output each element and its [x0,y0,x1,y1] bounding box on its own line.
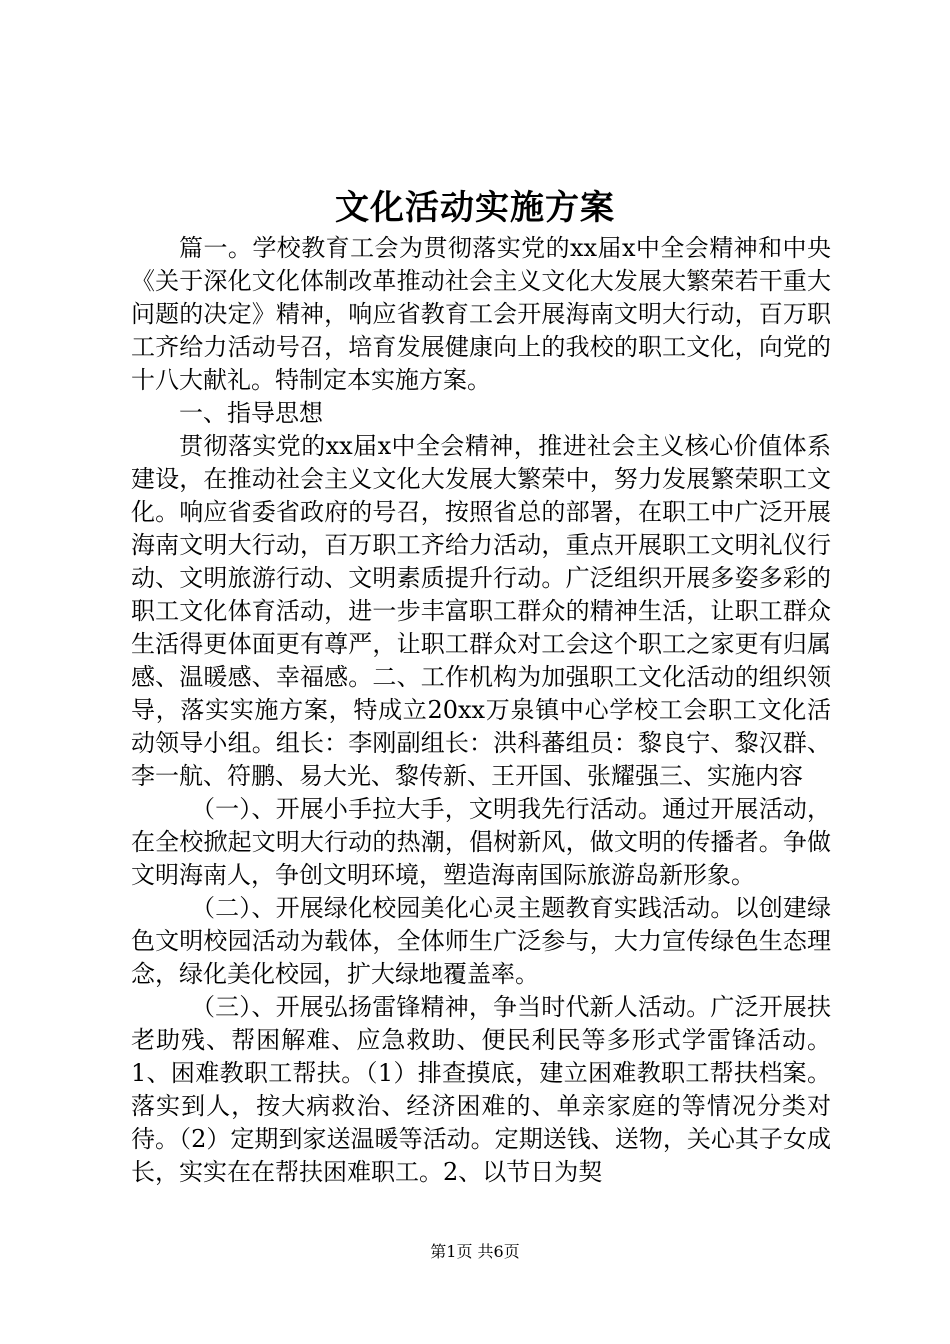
document-body [131,232,831,1189]
paragraph-intro: 篇一。学校教育工会为贯彻落实党的xx届x中全会精神和中央《关于深化文化体制改革推动社会主义文化大发展大繁荣若干重大问题的决定》精神，响应省教育工会开展海南文明大行动，百万职工齐给力活动号召，培育发展健康向上的我校的职工文化，向党的十八大献礼。特制定本实施方案。 [131,234,831,394]
paragraph-item-2: （二）、开展绿化校园美化心灵主题教育实践活动。以创建绿色文明校园活动为载体，全体师生广泛参与，大力宣传绿色生态理念，绿化美化校园，扩大绿地覆盖率。 [131,894,831,988]
paragraph-guiding-thought: 贯彻落实党的xx届x中全会精神，推进社会主义核心价值体系建设，在推动社会主义文化大发展大繁荣中，努力发展繁荣职工文化。响应省委省政府的号召，按照省总的部署，在职工中广泛开展海南文明大行动，百万职工齐给力活动，重点开展职工文明礼仪行动、文明旅游行动、文明素质提升行动。广泛组织开展多姿多彩的职工文化体育活动，进一步丰富职工群众的精神生活，让职工群众生活得更体面更有尊严，让职工群众对工会这个职工之家更有归属感、温暖感、幸福感。二、工作机构为加强职工文化活动的组织领导，落实实施方案，特成立20xx万泉镇中心学校工会职工文化活动领导小组。组长：李刚副组长：洪科蕃组员：黎良宁、黎汉群、李一航、符鹏、易大光、黎传新、王开国、张耀强三、实施内容 [131,432,831,790]
page-footer: 第1页 共6页 [430,1242,520,1261]
paragraph-item-3: （三）、开展弘扬雷锋精神，争当时代新人活动。广泛开展扶老助残、帮困解难、应急救助、便民利民等多形式学雷锋活动。1、困难教职工帮扶。（1）排查摸底，建立困难教职工帮扶档案。落实到人，按大病救治、经济困难的、单亲家庭的等情况分类对待。（2）定期到家送温暖等活动。定期送钱、送物，关心其子女成长，实实在在帮扶困难职工。2、以节日为契 [131,993,831,1186]
section-heading-guiding-thought: 一、指导思想 [179,399,323,427]
paragraph-item-1: （一）、开展小手拉大手，文明我先行活动。通过开展活动，在全校掀起文明大行动的热潮，倡树新风，做文明的传播者。争做文明海南人，争创文明环境，塑造海南国际旅游岛新形象。 [131,795,831,889]
document-title: 文化活动实施方案 [335,188,615,228]
